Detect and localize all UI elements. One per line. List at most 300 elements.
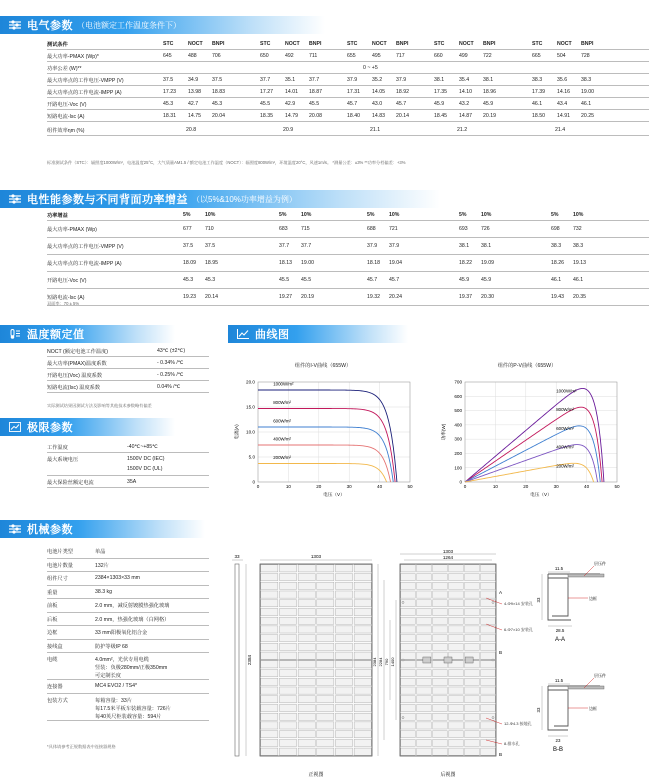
solar-cell [449,582,463,589]
series-label: 1000W/m² [556,388,577,394]
table-row [47,255,649,272]
solar-cell [401,739,415,746]
table-cell: 698 [551,226,560,232]
solar-cell [465,574,479,581]
x-tick-label: 10 [492,484,498,489]
solar-cell [433,696,447,703]
table-cell: 42.9 [285,101,296,107]
solar-cell [354,574,371,581]
solar-cell [465,722,479,729]
table-cell: 37.9 [367,243,378,249]
dim-d3: 2384 [372,657,377,667]
junction-box [465,657,473,663]
series-label: 600W/m² [556,425,575,431]
solar-cell [298,582,315,589]
solar-cell [433,748,447,755]
solar-cell [417,582,431,589]
solar-cell [317,608,334,615]
solar-cell [449,574,463,581]
solar-cell [279,661,296,668]
solar-cell [335,704,352,711]
table-cell: 706 [212,53,221,59]
table-cell: 18.09 [183,260,196,266]
column-header: STC [532,41,543,47]
solar-cell [481,661,495,668]
y-tick-label: 0 [252,479,255,485]
solar-cell [261,600,278,607]
solar-cell [317,600,334,607]
solar-cell [481,643,495,650]
solar-cell [449,704,463,711]
electrical-section-header [0,16,325,34]
solar-cell [335,713,352,720]
row-value: 0.04% /℃ [157,384,181,390]
solar-cell [417,643,431,650]
table-cell: 721 [389,226,398,232]
solar-cell [401,591,415,598]
solar-cell [481,652,495,659]
solar-cell [261,678,278,685]
solar-cell [465,600,479,607]
iv-curve-chart [228,370,418,500]
row-label: 组件效率ηm (%) [47,128,85,134]
solar-cell [298,722,315,729]
y-tick-label: 300 [454,436,462,442]
sec-b-bottom: 23 [555,738,561,743]
section-letter-b: B [499,650,503,655]
table-cell: 20.14 [205,294,218,300]
sec-b-top: 11.5 [554,678,564,683]
solar-cell [279,748,296,755]
solar-cell [465,643,479,650]
row-label: 短路电流-Isc (A) [47,114,85,120]
solar-cell [317,652,334,659]
solar-cell [433,635,447,642]
column-header: NOCT [285,41,300,47]
dim-width-back: 1303 [442,550,454,554]
table-cell: 19.09 [481,260,494,266]
solar-cell [449,565,463,572]
row-label: 包装方式 [47,697,68,704]
table-cell: 18.13 [279,260,292,266]
series-label: 800W/m² [273,400,292,405]
solar-cell [261,626,278,633]
row-value: 可定制长度 [95,673,121,679]
solar-cell [279,617,296,624]
x-tick-label: 0 [463,484,467,489]
mount-hole [492,601,494,603]
row-value: - 0.25% /℃ [157,372,184,378]
front-view-label: 正视图 [308,772,324,778]
table-cell: 38.3 [532,77,543,83]
column-header: 测试条件 [47,42,68,48]
table-cell: 35.1 [285,77,296,83]
column-header: 5% [279,212,287,218]
solar-cell [335,722,352,729]
solar-cell [261,748,278,755]
solar-cell [279,608,296,615]
solar-cell [335,591,352,598]
pv-curve-chart [435,370,625,500]
series-label: 200W/m² [273,455,292,460]
solar-cell [417,600,431,607]
row-label: 最大功率点的工作电流-IMPP (A) [47,90,122,96]
row-label: 开路电压(Voc) 温度系数 [47,373,103,379]
solar-cell [417,678,431,685]
solar-cell [298,600,315,607]
series-label: 400W/m² [556,444,575,450]
back-view [400,564,496,756]
section-letter-a: A [499,590,503,595]
table-cell: 19.43 [551,294,564,300]
solar-cell [298,748,315,755]
table-cell: 45.5 [309,101,320,107]
solar-cell [417,565,431,572]
table-cell: 693 [459,226,468,232]
solar-cell [279,739,296,746]
solar-cell [465,678,479,685]
solar-cell [465,626,479,633]
solar-cell [298,608,315,615]
solar-cell [417,635,431,642]
solar-cell [401,565,415,572]
table-cell: 45.3 [183,277,194,283]
solar-cell [481,670,495,677]
row-value: 2.0 mm，减反射镀膜热强化玻璃 [95,603,170,609]
sec-a-tag-laminate: 层压件 [594,561,606,566]
solar-cell [481,565,495,572]
table-cell: 17.27 [260,89,273,95]
solar-cell [354,696,371,703]
solar-cell [335,617,352,624]
table-cell: 17.39 [532,89,545,95]
solar-cell [298,678,315,685]
table-cell: 45.7 [389,277,400,283]
table-cell: 37.9 [396,77,407,83]
solar-cell [261,574,278,581]
solar-cell [335,600,352,607]
row-label: 最大功率-PMAX (Wp)* [47,54,99,60]
table-cell: 19.27 [279,294,292,300]
limit-row [47,453,209,476]
table-cell: 45.7 [347,101,358,107]
solar-cell [298,696,315,703]
solar-cell [261,670,278,677]
column-header: BNPI [309,41,322,47]
y-axis-label: 功率(W) [441,423,446,441]
x-tick-label: 0 [256,484,260,489]
row-value: -40℃~+85℃ [127,444,158,450]
column-header: NOCT [459,41,474,47]
solar-cell [433,608,447,615]
solar-cell [335,670,352,677]
solar-cell [261,722,278,729]
x-tick-label: 20 [316,484,322,489]
mechanical-row [47,586,209,600]
settings-sliders-icon [9,524,21,534]
table-cell: 645 [163,53,172,59]
table-cell: 21.4 [555,127,566,133]
row-value: - 0.34% /℃ [157,360,184,366]
solar-cell [433,687,447,694]
table-cell: 46.1 [573,277,584,283]
solar-cell [481,678,495,685]
row-value: 43℃ (±2℃) [157,348,186,354]
solar-cell [335,748,352,755]
solar-cell [317,748,334,755]
solar-cell [354,643,371,650]
solar-cell [449,739,463,746]
table-cell: 43.0 [372,101,383,107]
solar-cell [298,591,315,598]
table-cell: 43.4 [557,101,568,107]
solar-cell [401,643,415,650]
solar-cell [433,670,447,677]
solar-cell [317,582,334,589]
solar-cell [417,670,431,677]
solar-cell [279,591,296,598]
solar-cell [317,678,334,685]
solar-cell [298,565,315,572]
solar-cell [298,687,315,694]
table-cell: 492 [285,53,294,59]
solar-cell [298,643,315,650]
y-tick-label: 700 [454,379,462,385]
solar-cell [335,687,352,694]
table-cell: 45.9 [481,277,492,283]
solar-cell [465,704,479,711]
table-cell: 21.2 [457,127,468,133]
table-cell: 20.19 [483,113,496,119]
series-label: 1000W/m² [273,381,294,387]
table-cell: 19.00 [301,260,314,266]
table-cell: 45.3 [205,277,216,283]
solar-cell [465,635,479,642]
column-header: STC [260,41,271,47]
column-header: 10% [481,212,492,218]
dim-d2: 790 [384,658,389,666]
sec-b-side: 33 [536,707,541,713]
row-value: 2.0 mm，热强化玻璃（白网格） [95,616,170,623]
section-letter-b2: B [499,752,503,757]
solar-cell [449,643,463,650]
table-cell: 14.87 [459,113,472,119]
table-cell: 35.6 [557,77,568,83]
solar-cell [354,687,371,694]
sec-b-tag-laminate: 层压件 [594,673,606,678]
solar-cell [279,687,296,694]
solar-cell [261,635,278,642]
solar-cell [317,565,334,572]
x-tick-label: 40 [584,484,590,489]
mechanical-row [47,640,209,654]
back-view-label: 后视图 [440,772,456,778]
solar-cell [279,722,296,729]
mount-hole [492,659,494,661]
solar-cell [279,713,296,720]
table-cell: 18.26 [551,260,564,266]
solar-cell [417,739,431,746]
table-cell: 45.9 [434,101,445,107]
table-row [47,98,649,110]
solar-cell [261,696,278,703]
table-cell: 20.35 [573,294,586,300]
series-label: 600W/m² [273,418,292,424]
solar-cell [335,739,352,746]
solar-cell [261,731,278,738]
solar-cell [298,704,315,711]
solar-cell [354,731,371,738]
solar-cell [481,626,495,633]
solar-cell [279,574,296,581]
solar-cell [433,704,447,711]
solar-cell [317,739,334,746]
solar-cell [433,565,447,572]
settings-sliders-icon [9,194,21,204]
solar-cell [417,591,431,598]
table-cell: 45.5 [301,277,312,283]
solar-cell [401,696,415,703]
x-axis-label: 电压（V） [323,492,345,497]
solar-cell [449,626,463,633]
table-cell: 711 [309,53,318,59]
table-header-row [47,209,649,221]
column-header: BNPI [212,41,225,47]
solar-cell [481,722,495,729]
temperature-row [47,345,209,357]
section-title: 极限参数 [27,422,73,434]
solar-cell [401,722,415,729]
mount-hole [402,601,404,603]
solar-cell [317,687,334,694]
solar-cell [401,574,415,581]
row-label: 最大功率-PMAX (Wp) [47,227,97,233]
electrical-footnote: 标准测试条件（STC）：辐照度1000W/m²，电池温度25°C，大气质量AM1.5 / 额定电池工作温度（NOCT）：辐照度800W/m²，环境温度20°C，风速1m/s。 *测量公差：±3% **功率分档偏差：+3% [47,160,406,165]
solar-cell [401,670,415,677]
table-cell: 18.31 [163,113,176,119]
table-cell: 37.9 [347,77,358,83]
solar-cell [317,635,334,642]
table-cell: 20.19 [301,294,314,300]
solar-cell [261,591,278,598]
solar-cell [481,635,495,642]
table-cell: 710 [205,226,214,232]
row-label: 连接器 [47,684,63,690]
table-cell: 45.5 [260,101,271,107]
solar-cell [354,739,371,746]
solar-cell [433,722,447,729]
solar-cell [279,635,296,642]
callout-mount-holes-b: 6-Φ7×10 安装孔 [504,627,533,632]
solar-cell [298,731,315,738]
row-label: 最大系统电压 [47,457,79,463]
solar-cell [417,748,431,755]
solar-cell [449,670,463,677]
dim-height: 2384 [247,654,252,666]
solar-cell [335,643,352,650]
table-cell: 14.79 [285,113,298,119]
table-cell: 17.35 [434,89,447,95]
table-cell: 20.30 [481,294,494,300]
solar-cell [279,652,296,659]
table-cell: 18.96 [483,89,496,95]
table-cell: 14.83 [372,113,385,119]
solar-cell [354,626,371,633]
solar-cell [335,652,352,659]
solar-cell [298,574,315,581]
section-title: 曲线图 [255,329,290,341]
solar-cell [279,696,296,703]
settings-sliders-icon [9,20,21,30]
solar-cell [465,670,479,677]
table-cell: 715 [301,226,310,232]
dim-d4: 2284 [378,657,383,667]
mount-hole [402,659,404,661]
solar-cell [354,608,371,615]
table-cell: 35.2 [372,77,383,83]
mechanical-row [47,626,209,640]
solar-cell [335,731,352,738]
row-label: 最大功率点的工作电压-VMPP (V) [47,244,124,250]
solar-cell [354,748,371,755]
sec-b-label: B-B [552,747,564,753]
solar-cell [279,565,296,572]
solar-cell [449,696,463,703]
row-label: 电池片数量 [47,562,73,569]
table-cell: 38.1 [481,243,492,249]
series-label: 200W/m² [556,463,575,469]
limit-row [47,476,209,488]
table-cell: 19.32 [367,294,380,300]
solar-cell [298,652,315,659]
table-cell: 37.5 [212,77,223,83]
solar-cell [401,731,415,738]
series-label: 800W/m² [556,407,575,413]
solar-cell [481,687,495,694]
table-cell: 14.10 [459,89,472,95]
solar-cell [481,731,495,738]
solar-cell [354,582,371,589]
y-tick-label: 20.0 [246,379,255,385]
table-row [47,272,649,289]
column-header: 10% [573,212,584,218]
table-cell: 38.1 [483,77,494,83]
column-header: STC [434,41,445,47]
table-cell: 35.4 [459,77,470,83]
table-cell: 732 [573,226,582,232]
solar-cell [335,565,352,572]
row-value: MC4 EVO2 / TS4* [95,683,137,689]
solar-cell [465,739,479,746]
table-cell: 46.1 [551,277,562,283]
column-header: BNPI [396,41,409,47]
module-dimension-drawing [224,550,661,784]
temperature-section-header [0,325,175,343]
solar-cell [433,582,447,589]
mechanical-row [47,613,209,627]
table-cell: 13.98 [188,89,201,95]
table-cell: 37.5 [163,77,174,83]
table-cell: 20.24 [389,294,402,300]
solar-cell [465,696,479,703]
column-header: STC [163,41,174,47]
thermometer-icon [9,329,21,339]
table-cell: 665 [532,53,541,59]
row-value: 竖装：负极280mm/正极350mm [95,665,168,671]
front-view [260,564,372,756]
limit-row [47,441,209,453]
row-value: 4.0mm²，光伏专用电缆 [95,657,149,663]
